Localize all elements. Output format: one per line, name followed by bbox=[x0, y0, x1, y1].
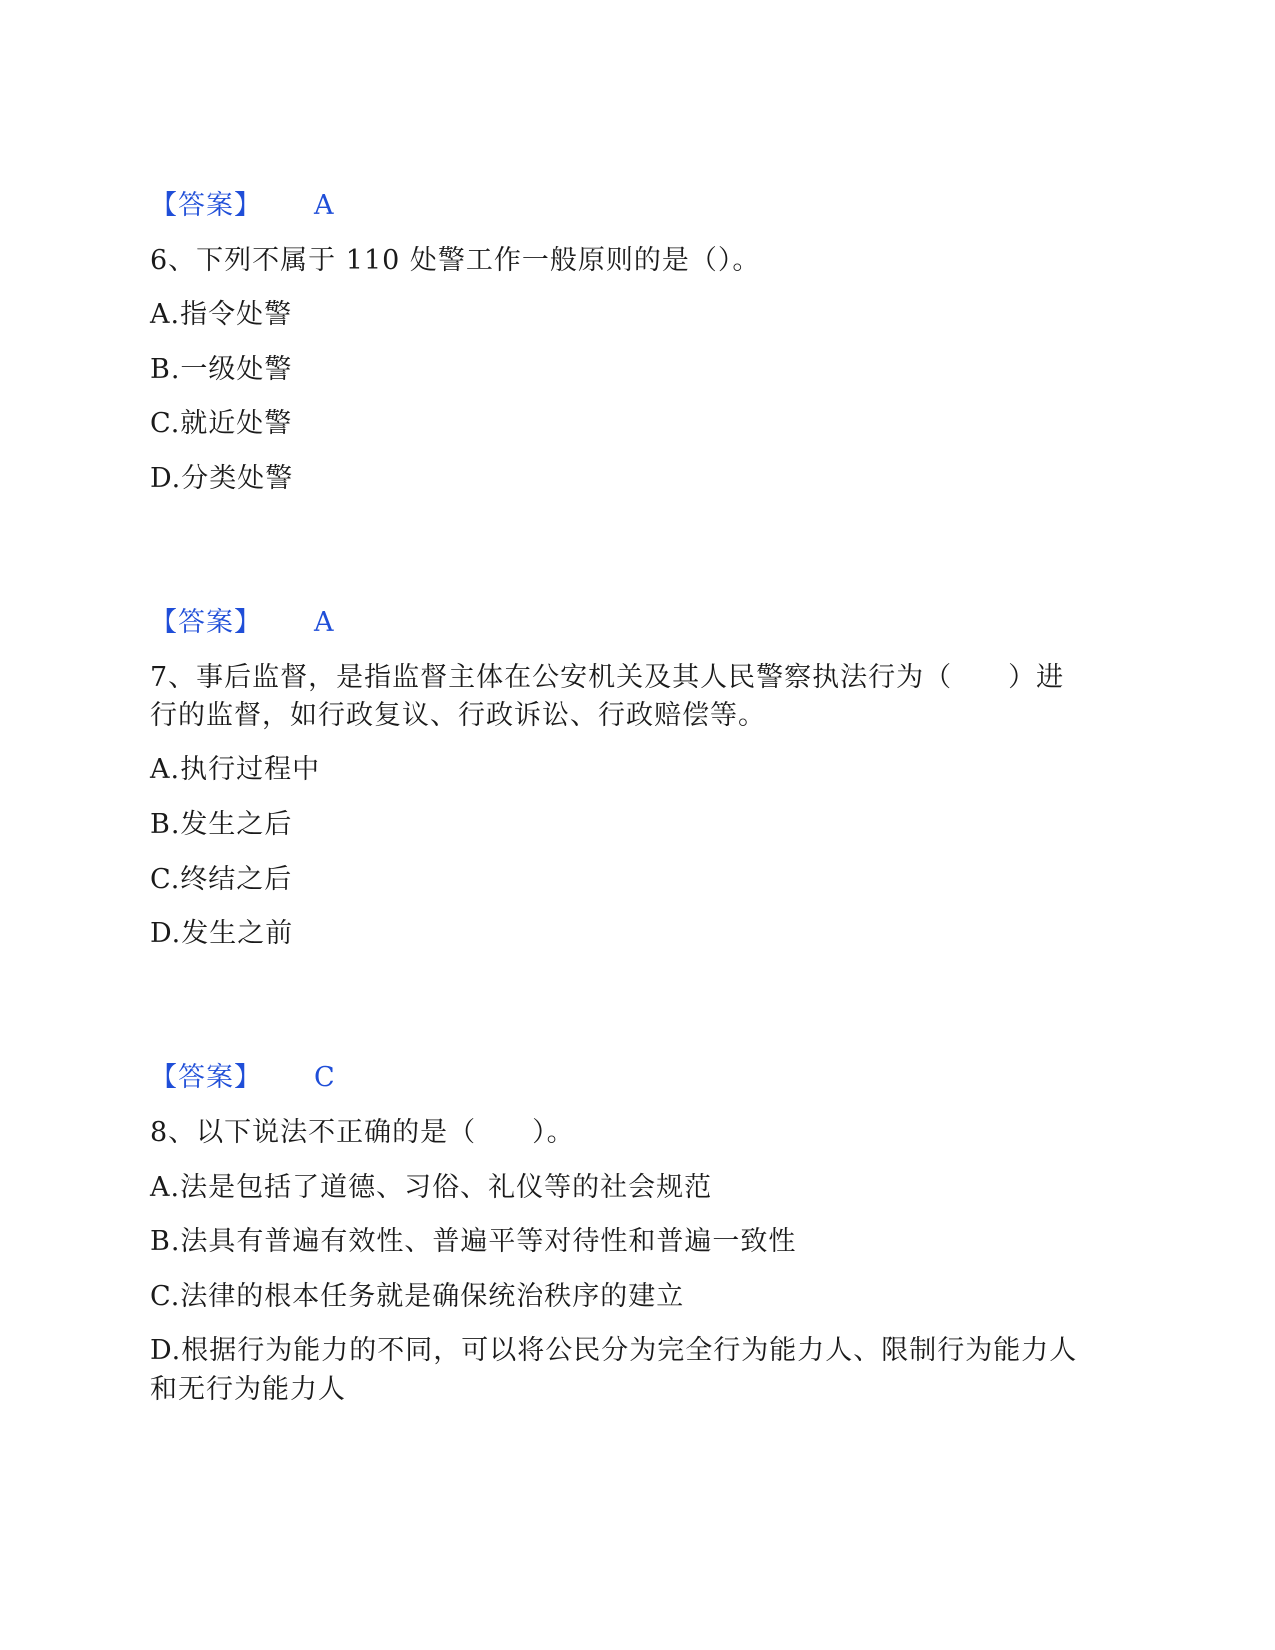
question-stem: 8、以下说法不正确的是（ ）。 bbox=[150, 1117, 575, 1148]
option-c: C.法律的根本任务就是确保统治秩序的建立 bbox=[150, 1281, 685, 1312]
answer-value: A bbox=[314, 190, 335, 221]
option-d-continued: 和无行为能力人 bbox=[150, 1374, 346, 1405]
option-d: D.分类处警 bbox=[150, 463, 294, 494]
answer-row bbox=[150, 605, 335, 641]
option-b: B.发生之后 bbox=[150, 809, 293, 840]
answer-label: 【答案】 bbox=[150, 607, 262, 638]
answer-value: A bbox=[314, 607, 335, 638]
option-b: B.一级处警 bbox=[150, 354, 293, 385]
option-d: D.发生之前 bbox=[150, 918, 294, 949]
answer-label: 【答案】 bbox=[150, 190, 262, 221]
option-a: A.指令处警 bbox=[150, 299, 293, 330]
option-b: B.法具有普遍有效性、普遍平等对待性和普遍一致性 bbox=[150, 1226, 797, 1257]
question-stem: 7、事后监督，是指监督主体在公安机关及其人民警察执法行为（ ）进 bbox=[150, 662, 1065, 693]
option-a: A.法是包括了道德、习俗、礼仪等的社会规范 bbox=[150, 1172, 713, 1203]
answer-label: 【答案】 bbox=[150, 1062, 262, 1093]
answer-row bbox=[150, 1060, 336, 1096]
option-a: A.执行过程中 bbox=[150, 754, 321, 785]
question-stem-continued: 行的监督，如行政复议、行政诉讼、行政赔偿等。 bbox=[150, 700, 766, 731]
option-c: C.就近处警 bbox=[150, 408, 293, 439]
option-d: D.根据行为能力的不同，可以将公民分为完全行为能力人、限制行为能力人 bbox=[150, 1335, 1078, 1366]
answer-value: C bbox=[314, 1062, 336, 1093]
question-stem: 6、下列不属于 110 处警工作一般原则的是（）。 bbox=[150, 245, 761, 276]
answer-row bbox=[150, 188, 335, 224]
option-c: C.终结之后 bbox=[150, 864, 293, 895]
